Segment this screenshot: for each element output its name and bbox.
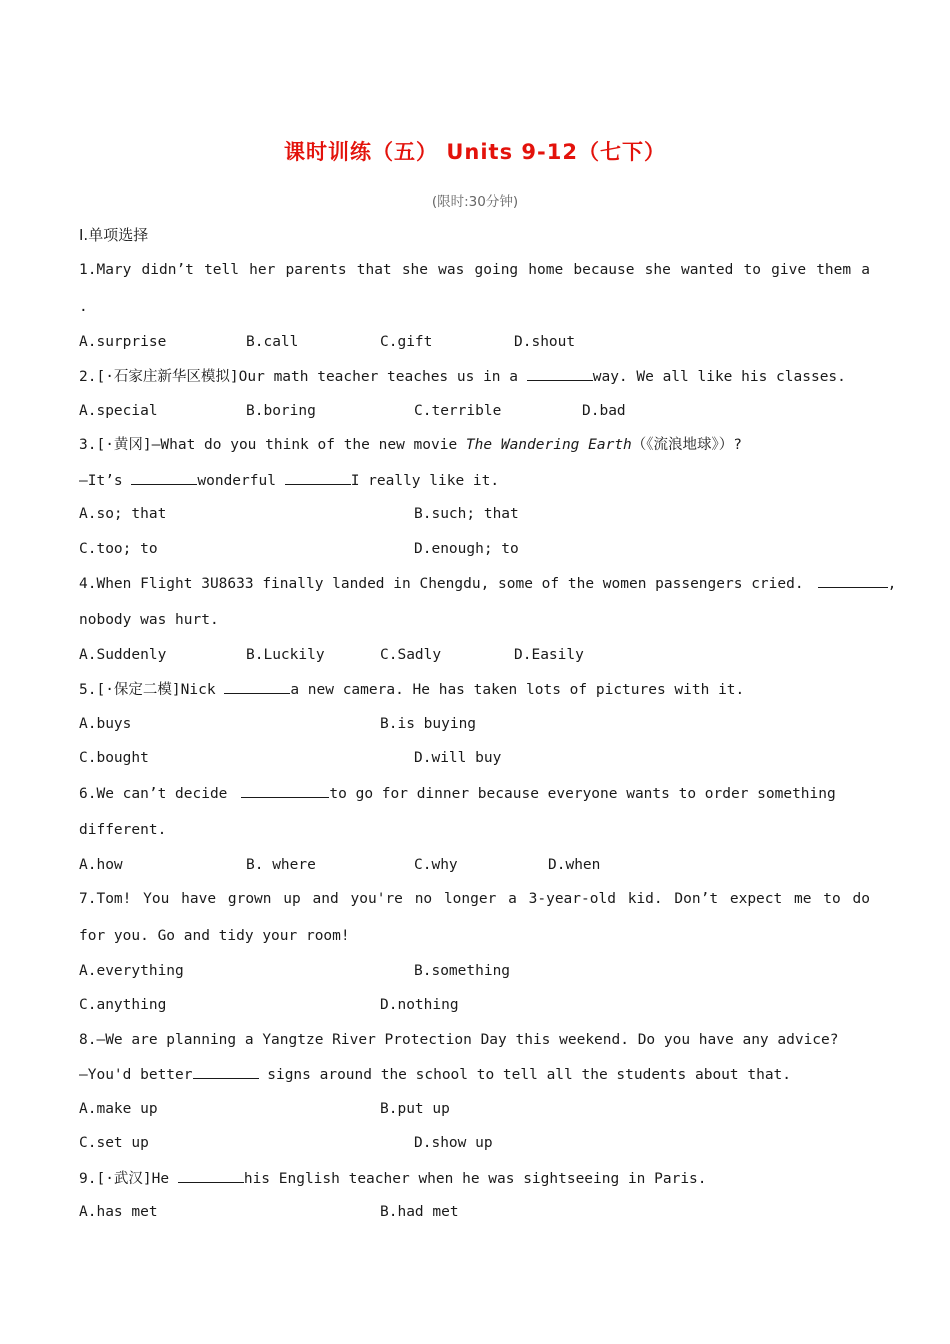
question-5-text (79, 679, 744, 700)
q5-option-d[interactable]: D.will buy (414, 750, 502, 766)
answer-blank (527, 366, 593, 381)
q3-reply-suffix: I really like it. (350, 473, 500, 489)
q2-suffix: way. We all like his classes. (592, 369, 846, 385)
q2-option-d[interactable]: D.bad (582, 403, 626, 419)
q3-option-d[interactable]: D.enough; to (414, 541, 519, 557)
question-9-text (79, 1168, 707, 1189)
q8-reply-suffix: signs around the school to tell all the students about that. (258, 1067, 792, 1083)
q2-prefix: 2.[·石家庄新华区模拟]Our math teacher teaches us in a (79, 369, 527, 385)
q1-option-c[interactable]: C.gift (380, 334, 433, 350)
q8-option-c[interactable]: C.set up (79, 1135, 149, 1151)
time-limit: (限时:30分钟) (431, 194, 519, 210)
q1-option-b[interactable]: B.call (246, 334, 299, 350)
question-6-text (79, 783, 836, 804)
q5-prefix: 5.[·保定二模]Nick (79, 682, 225, 698)
q4-line1: 4.When Flight 3U8633 finally landed in Chengdu, some of the women passengers cried. (79, 576, 804, 592)
q7-option-a[interactable]: A.everything (79, 963, 184, 979)
q2-option-c[interactable]: C.terrible (414, 403, 502, 419)
q5-option-c[interactable]: C.bought (79, 750, 149, 766)
q1-option-d[interactable]: D.shout (514, 334, 576, 350)
question-8-text: 8.—We are planning a Yangtze River Protection Day this weekend. Do you have any advice? (79, 1032, 839, 1048)
q2-option-b[interactable]: B.boring (246, 403, 316, 419)
question-1-text-cont: . (79, 299, 88, 315)
section-heading: Ⅰ.单项选择 (79, 226, 149, 244)
q7-option-b[interactable]: B.something (414, 963, 511, 979)
q6-line1-a: 6.We can’t decide (79, 786, 228, 802)
q8-option-a[interactable]: A.make up (79, 1101, 158, 1117)
q4-option-a[interactable]: A.Suddenly (79, 647, 167, 663)
q6-option-d[interactable]: D.when (548, 857, 601, 873)
answer-blank (285, 470, 351, 485)
q8-reply-prefix: —You'd better (79, 1067, 193, 1083)
answer-blank (193, 1064, 259, 1079)
q5-suffix: a new camera. He has taken lots of pictures with it. (290, 682, 745, 698)
question-6-text-cont: different. (79, 822, 167, 838)
q3-movie-title: The Wandering Earth (465, 437, 632, 453)
q6-option-a[interactable]: A.how (79, 857, 123, 873)
q3-prefix: 3.[·黄冈]—What do you think of the new movie (79, 437, 466, 453)
answer-blank (131, 470, 197, 485)
q1-option-a[interactable]: A.surprise (79, 334, 167, 350)
page-title: 课时训练（五） Units 9-12（七下） (284, 140, 666, 164)
q3-option-b[interactable]: B.such; that (414, 506, 519, 522)
question-4-text (79, 573, 896, 594)
q8-option-d[interactable]: D.show up (414, 1135, 493, 1151)
q4-option-c[interactable]: C.Sadly (380, 647, 442, 663)
question-1-text: 1.Mary didn’t tell her parents that she was going home because she wanted to give them a (79, 262, 870, 278)
q8-option-b[interactable]: B.put up (380, 1101, 450, 1117)
q9-option-b[interactable]: B.had met (380, 1204, 459, 1220)
answer-blank (224, 679, 290, 694)
q3-option-a[interactable]: A.so; that (79, 506, 167, 522)
q7-option-d[interactable]: D.nothing (380, 997, 459, 1013)
question-7-text: 7.Tom! You have grown up and you're no longer a 3-year-old kid. Don’t expect me to do (79, 891, 870, 907)
q9-prefix: 9.[·武汉]He (79, 1171, 178, 1187)
q6-option-b[interactable]: B. where (246, 857, 316, 873)
answer-blank (818, 573, 888, 588)
q7-option-c[interactable]: C.anything (79, 997, 167, 1013)
question-2-text (79, 366, 846, 387)
answer-blank (178, 1168, 244, 1183)
q5-option-b[interactable]: B.is buying (380, 716, 477, 732)
answer-blank (241, 783, 329, 798)
question-4-text-cont: nobody was hurt. (79, 612, 219, 628)
question-7-text-cont: for you. Go and tidy your room! (79, 928, 350, 944)
question-3-text (79, 435, 742, 455)
q4-line1-end: , (887, 576, 897, 592)
q6-line1-b: to go for dinner because everyone wants to order something (329, 786, 836, 802)
q9-suffix: his English teacher when he was sightseeing in Paris. (243, 1171, 707, 1187)
q6-option-c[interactable]: C.why (414, 857, 458, 873)
q2-option-a[interactable]: A.special (79, 403, 158, 419)
question-8-reply (79, 1064, 791, 1085)
q9-option-a[interactable]: A.has met (79, 1204, 158, 1220)
question-3-reply (79, 470, 499, 491)
q4-option-d[interactable]: D.Easily (514, 647, 584, 663)
q3-suffix: （《流浪地球》）? (631, 437, 743, 453)
q3-reply-prefix: —It’s (79, 473, 132, 489)
q4-option-b[interactable]: B.Luckily (246, 647, 325, 663)
q5-option-a[interactable]: A.buys (79, 716, 132, 732)
q3-reply-mid: wonderful (197, 473, 285, 489)
q3-option-c[interactable]: C.too; to (79, 541, 158, 557)
